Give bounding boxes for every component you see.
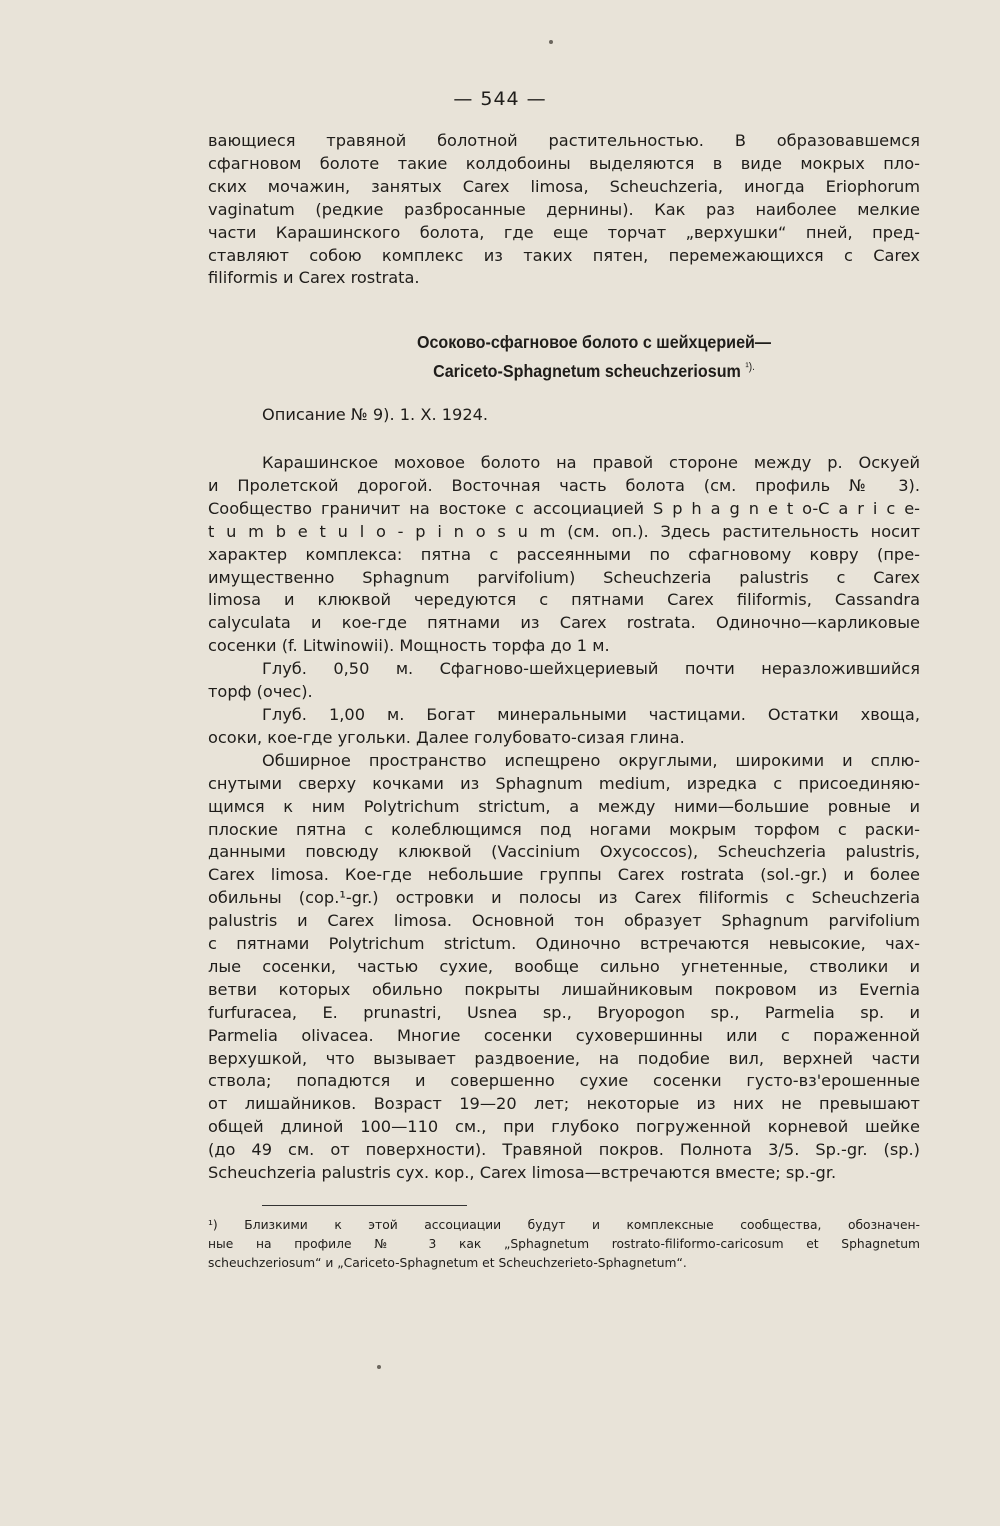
text-line: ¹) Близкими к этой ассоциации будут и комплексные сообщества, обозначен-	[208, 1218, 920, 1232]
page-number: — 544 —	[453, 88, 547, 110]
text-line: вающиеся травяной болотной растительностью. В образовавшемся	[208, 131, 920, 150]
text-line: характер комплекса: пятна с рассеянными по сфагновому ковру (пре-	[208, 544, 920, 564]
text-line: (до 49 см. от поверхности). Травяной покров. Полнота 3/5. Sp.-gr. (sp.)	[208, 1140, 920, 1160]
section-heading-latin	[239, 355, 949, 384]
paper-speck	[377, 1365, 381, 1369]
text-line: t u m b e t u l o - p i n o s u m (см. оп.). Здесь растительность носит	[208, 521, 920, 541]
text-line: filiformis и Carex rostrata.	[208, 268, 420, 288]
footnote-reference: ¹).	[745, 361, 755, 373]
text-line: scheuchzeriosum“ и „Cariceto-Sphagnetum et Scheuchzerieto-Sphagnetum“.	[208, 1256, 687, 1270]
text-line: снутыми сверху кочками из Sphagnum medium, изредка с присоединяю-	[208, 773, 920, 793]
text-line: calyculata и кое-где пятнами из Carex rostrata. Одиночно—карликовые	[208, 613, 920, 633]
text-line: limosa и клюквой чередуются с пятнами Carex filiformis, Cassandra	[208, 590, 920, 610]
description-body	[208, 452, 920, 1185]
intro-paragraph	[208, 130, 920, 290]
text-line: Глуб. 0,50 м. Сфагново-шейхцериевый почти неразложившийся	[262, 659, 920, 679]
text-line: от лишайников. Возраст 19—20 лет; некоторые из них не превышают	[208, 1094, 920, 1114]
text-line: Обширное пространство испещрено округлыми, широкими и сплю-	[262, 750, 920, 770]
text-line: vaginatum (редкие разбросанные дернины). Как раз наиболее мелкие	[208, 199, 920, 219]
text-line: ставляют собою комплекс из таких пятен, перемежающихся с Carex	[208, 245, 920, 265]
text-line: и Пролетской дорогой. Восточная часть болота (см. профиль № 3).	[208, 475, 920, 495]
text-line: верхушкой, что вызывает раздвоение, на подобие вил, верхней части	[208, 1048, 920, 1068]
text-line: торф (очес).	[208, 682, 313, 702]
text-line: Parmelia olivacea. Многие сосенки суховершинны или с пораженной	[208, 1025, 920, 1045]
text-line: Carex limosa. Кое-где небольшие группы Carex rostrata (sol.-gr.) и более	[208, 865, 920, 885]
text-line: ветви которых обильно покрыты лишайниковым покровом из Evernia	[208, 979, 920, 999]
text-line: обильны (cop.¹-gr.) островки и полосы из Carex filiformis с Scheuchzeria	[208, 888, 920, 908]
text-line: имущественно Sphagnum parvifolium) Scheuchzeria palustris с Carex	[208, 567, 920, 587]
text-line: сосенки (f. Litwinowii). Мощность торфа до 1 м.	[208, 636, 610, 656]
text-line: ских мочажин, занятых Carex limosa, Scheuchzeria, иногда Eriophorum	[208, 176, 920, 196]
text-line: щимся к ним Polytrichum strictum, а между ними—большие ровные и	[208, 796, 920, 816]
section-heading-latin-text: Cariceto-Sphagnetum scheuchzeriosum	[433, 360, 741, 381]
text-line: осоки, кое-где угольки. Далее голубовато-сизая глина.	[208, 727, 685, 747]
text-line: данными повсюду клюквой (Vaccinium Oxycoccos), Scheuchzeria palustris,	[208, 842, 920, 862]
text-line: плоские пятна с колеблющимся под ногами мокрым торфом с раски-	[208, 819, 920, 839]
footnote-divider	[262, 1205, 467, 1206]
paper-speck	[549, 40, 553, 44]
description-number-date: Описание № 9). 1. X. 1924.	[262, 405, 489, 424]
text-line: ные на профиле № 3 как „Sphagnetum rostrato-filiformo-caricosum et Sphagnetum	[208, 1237, 920, 1251]
text-line: с пятнами Polytrichum strictum. Одиночно встречаются невысокие, чах-	[208, 934, 920, 954]
text-line: Глуб. 1,00 м. Богат минеральными частицами. Остатки хвоща,	[262, 704, 920, 724]
text-line: части Карашинского болота, где еще торчат „верхушки“ пней, пред-	[208, 222, 920, 242]
text-line: ствола; попадются и совершенно сухие сосенки густо-вз'ерошенные	[208, 1071, 920, 1091]
text-line: Карашинское моховое болото на правой стороне между р. Оскуей	[262, 453, 920, 472]
text-line: общей длиной 100—110 см., при глубоко погруженной корневой шейке	[208, 1117, 920, 1137]
text-line: лые сосенки, частью сухие, вообще сильно угнетенные, стволики и	[208, 956, 920, 976]
text-line: palustris и Carex limosa. Основной тон образует Sphagnum parvifolium	[208, 911, 920, 931]
text-line: Сообщество граничит на востоке с ассоциацией S p h a g n e t o-C a r i c e-	[208, 498, 920, 518]
footnote	[208, 1216, 920, 1273]
text-line: Scheuchzeria palustris сух. кор., Carex limosa—встречаются вместе; sp.-gr.	[208, 1163, 837, 1183]
section-heading-russian: Осоково-сфагновое болото с шейхцерией—	[416, 332, 772, 352]
text-line: furfuracea, E. prunastri, Usnea sp., Bryopogon sp., Parmelia sp. и	[208, 1002, 920, 1022]
text-line: сфагновом болоте такие колдобоины выделяются в виде мокрых пло-	[208, 153, 920, 173]
